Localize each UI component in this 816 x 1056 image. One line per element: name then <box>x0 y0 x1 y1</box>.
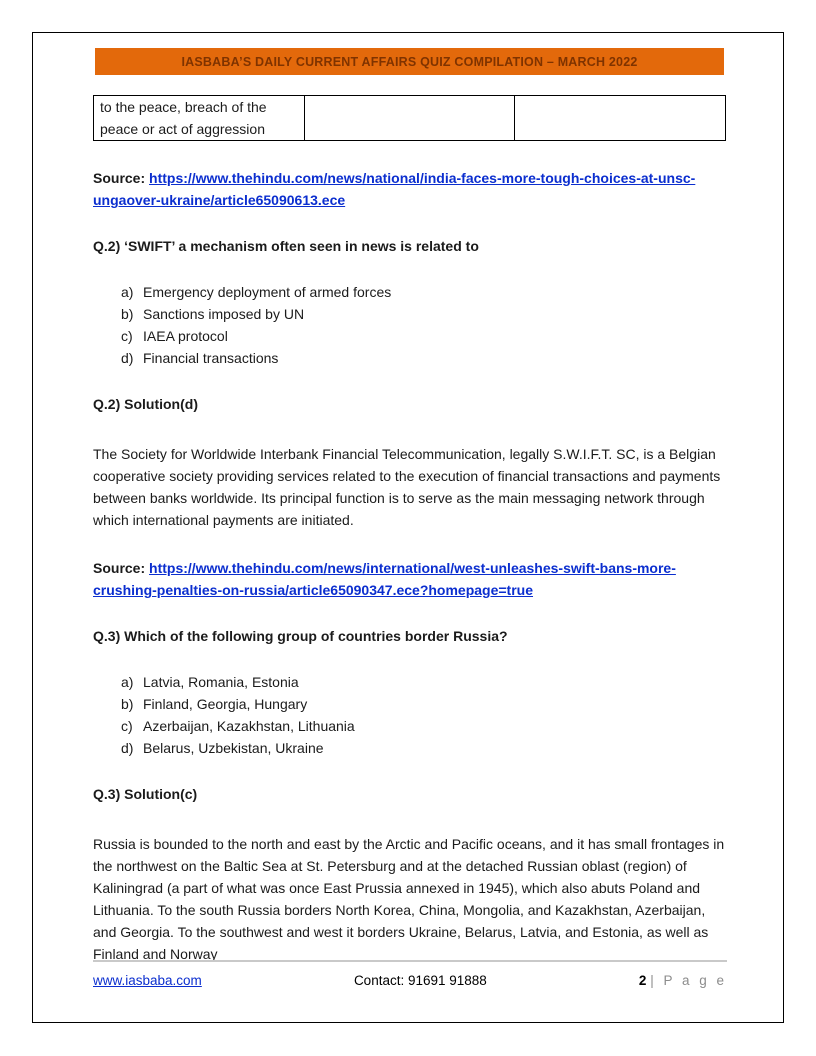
option-marker: d) <box>121 740 134 756</box>
question-2-heading: Q.2) ‘SWIFT’ a mechanism often seen in news is related to <box>93 238 479 254</box>
source-label: Source: <box>93 560 150 576</box>
footer-contact: Contact: 91691 91888 <box>353 973 487 988</box>
page-border <box>32 32 784 1023</box>
question-2-solution: Q.2) Solution(d) <box>93 396 198 412</box>
header-banner <box>95 48 724 75</box>
question-2-options <box>93 281 726 369</box>
question-3-options <box>93 671 726 759</box>
option-row <box>121 281 726 303</box>
question-3-heading: Q.3) Which of the following group of countries border Russia? <box>93 628 508 644</box>
option-marker: d) <box>121 350 134 366</box>
option-text: Emergency deployment of armed forces <box>143 284 392 300</box>
option-row <box>121 737 726 759</box>
source-link-1[interactable]: https://www.thehindu.com/news/national/india-faces-more-tough-choices-at-unsc-ungaover-ukraine/article65090613.ece <box>93 170 696 208</box>
option-row <box>121 303 726 325</box>
option-marker: b) <box>121 306 134 322</box>
option-row <box>121 325 726 347</box>
option-text: Financial transactions <box>143 350 279 366</box>
source-link-2[interactable]: https://www.thehindu.com/news/international/west-unleashes-swift-bans-more-crushing-penalties-on-russia/article65090347.ece?homepage=true <box>93 560 676 598</box>
option-marker: b) <box>121 696 134 712</box>
option-row <box>121 671 726 693</box>
question-3-explanation: Russia is bounded to the north and east by the Arctic and Pacific oceans, and it has small frontages in the northwest on the Baltic Sea at St. Petersburg and at the detached Russian oblast (region) of Kaliningrad (a part of what was once East Prussia annexed in 1945), which also abuts Poland and Lithuania. To the south Russia borders North Korea, China, Mongolia, and Kazakhstan, Azerbaijan, and Georgia. To the southwest and west it borders Ukraine, Belarus, Latvia, and Estonia, as well as Finland and Norway <box>93 836 725 962</box>
footer-page-number: 2 | P a g e <box>638 973 727 988</box>
option-text: IAEA protocol <box>143 328 228 344</box>
question-2-explanation: The Society for Worldwide Interbank Financial Telecommunication, legally S.W.I.F.T. SC, is a Belgian cooperative society providing services related to the execution of financial transactions and payments between banks worldwide. Its principal function is to serve as the main messaging network through which international payments are initiated. <box>93 446 721 528</box>
option-text: Finland, Georgia, Hungary <box>143 696 308 712</box>
table-row <box>94 96 726 141</box>
table-cell-3 <box>515 96 726 141</box>
table-cell-2 <box>304 96 515 141</box>
table-cell-1: to the peace, breach of the peace or act of aggression <box>94 96 305 141</box>
option-marker: a) <box>121 674 134 690</box>
banner-title: IASBABA’S DAILY CURRENT AFFAIRS QUIZ COMPILATION – MARCH 2022 <box>181 54 638 69</box>
option-row <box>121 693 726 715</box>
option-text: Azerbaijan, Kazakhstan, Lithuania <box>143 718 355 734</box>
source-block-2 <box>93 557 726 601</box>
option-row <box>121 347 726 369</box>
option-text: Latvia, Romania, Estonia <box>143 674 299 690</box>
source-block-1 <box>93 167 726 211</box>
option-text: Belarus, Uzbekistan, Ukraine <box>143 740 324 756</box>
question-3-solution: Q.3) Solution(c) <box>93 786 198 802</box>
footer-website-link[interactable]: www.iasbaba.com <box>93 973 202 988</box>
option-text: Sanctions imposed by UN <box>143 306 305 322</box>
content-table <box>93 95 726 141</box>
source-label: Source: <box>93 170 150 186</box>
page-footer <box>93 960 727 992</box>
option-marker: c) <box>121 718 133 734</box>
option-row <box>121 715 726 737</box>
option-marker: c) <box>121 328 133 344</box>
option-marker: a) <box>121 284 134 300</box>
